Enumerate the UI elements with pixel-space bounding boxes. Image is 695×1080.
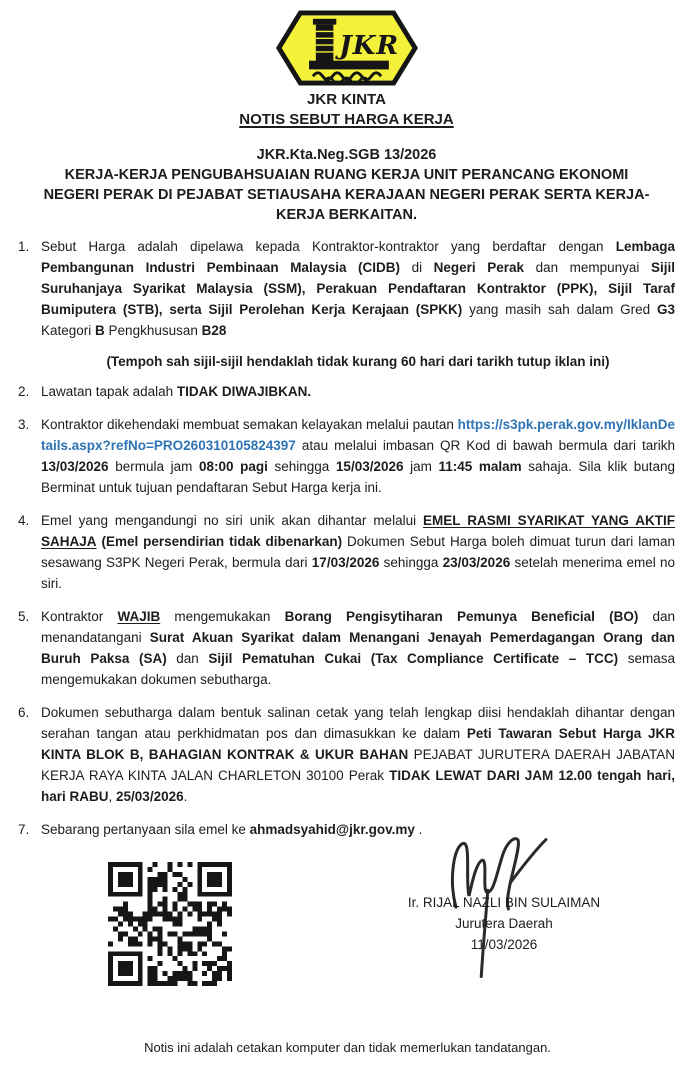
notice-item-2	[18, 381, 675, 402]
text-segment: Dokumen sebutharga dalam bentuk salinan cetak yang telah lengkap diisi hendaklah dihantar dengan serahan tangan atau perkhidmatan pos dan dimasukkan ke dalam	[41, 705, 675, 741]
item-paragraph	[41, 702, 675, 807]
text-segment: TIDAK LEWAT DARI JAM 12.00 tengah hari, hari RABU	[41, 768, 675, 804]
text-segment: Kontraktor dikehendaki membuat semakan kelayakan melalui pautan	[41, 417, 458, 432]
text-segment: 13/03/2026	[41, 459, 109, 474]
text-segment: jam	[403, 459, 439, 474]
text-segment: semasa mengemukakan dokumen sebutharga.	[41, 651, 675, 687]
text-segment: Lembaga Pembangunan Industri Pembinaan Malaysia (CIDB)	[41, 239, 675, 275]
item-paragraph	[41, 414, 675, 498]
notice-title: NOTIS SEBUT HARGA KERJA	[239, 111, 454, 128]
text-segment: ahmadsyahid@jkr.gov.my	[249, 822, 415, 837]
text-segment: dan	[166, 651, 209, 666]
item-paragraph	[41, 606, 675, 690]
text-segment: Negeri Perak	[433, 260, 525, 275]
text-segment: Kategori	[41, 323, 96, 338]
item-paragraph	[41, 510, 675, 594]
text-segment: 15/03/2026	[335, 459, 404, 474]
project-title: KERJA-KERJA PENGUBAHSUAIAN RUANG KERJA UNIT PERANCANG EKONOMI NEGERI PERAK DI PEJABAT SETIAUSAHA KERAJAAN NEGERI PERAK SERTA KERJA-KERJA BERKAITAN.	[43, 167, 650, 223]
notice-item-5	[18, 606, 675, 690]
text-segment: ,	[108, 789, 117, 804]
item-number: 3.	[18, 417, 30, 432]
footer-note: Notis ini adalah cetakan komputer dan tidak memerlukan tandatangan.	[144, 1040, 551, 1055]
text-segment: dan mempunyai	[524, 260, 651, 275]
text-segment: .	[183, 789, 188, 804]
item-number: 7.	[18, 822, 30, 837]
certificate-validity-note: (Tempoh sah sijil-sijil hendaklah tidak kurang 60 hari dari tarikh tutup iklan ini)	[106, 354, 610, 369]
text-segment: sehingga	[267, 459, 336, 474]
jkr-logo	[18, 8, 675, 88]
reference-number: JKR.Kta.Neg.SGB 13/2026	[256, 147, 437, 163]
text-segment: sahaja. Sila klik butang Berminat untuk tujuan pendaftaran Sebut Harga kerja ini.	[41, 459, 675, 495]
item-paragraph	[41, 819, 675, 840]
text-segment: dan menandatangani	[41, 609, 676, 645]
text-segment: 23/03/2026	[442, 555, 511, 570]
qualification-check-link[interactable]: https://s3pk.perak.gov.my/IklanDetails.aspx?refNo=PRO260310105824397	[41, 417, 675, 453]
item-number: 6.	[18, 705, 30, 720]
notice-item-6	[18, 702, 675, 807]
text-segment: Lawatan tapak adalah	[41, 384, 177, 399]
text-segment: Sijil Suruhanjaya Syarikat Malaysia (SSM), Perakuan Pendaftaran Kontraktor (PPK), Sijil Taraf Bumiputera (STB), serta Sijil Perolehan Kerja Kerajaan (SPKK)	[41, 260, 675, 317]
text-segment: Kontraktor	[41, 609, 118, 624]
signature-block	[379, 852, 629, 955]
text-segment: atau melalui imbasan QR Kod di bawah bermula dari tarikh	[295, 438, 675, 453]
notice-item-7	[18, 819, 675, 840]
text-segment: B28	[201, 323, 227, 338]
item-number: 1.	[18, 239, 30, 254]
text-segment: PEJABAT JURUTERA DAERAH JABATAN KERJA RAYA KINTA JALAN CHARLETON 30100 Perak	[41, 747, 675, 783]
text-segment: 25/03/2026	[116, 789, 184, 804]
jkr-logo-text: JKR	[338, 29, 399, 61]
text-segment: Borang Pengisytiharan Pemunya Beneficial (BO)	[284, 609, 639, 624]
signature-date: 11/03/2026	[470, 937, 538, 952]
text-segment: Peti Tawaran Sebut Harga JKR KINTA BLOK B, BAHAGIAN KONTRAK & UKUR BAHAN	[41, 726, 675, 762]
text-segment: .	[414, 822, 423, 837]
text-segment: Pengkhususan	[104, 323, 202, 338]
text-segment: 17/03/2026	[311, 555, 380, 570]
text-segment: TIDAK DIWAJIBKAN.	[176, 384, 312, 399]
jkr-logo-icon	[274, 8, 420, 88]
text-segment: 08:00 pagi	[198, 459, 268, 474]
text-segment: Sebarang pertanyaan sila emel ke	[41, 822, 250, 837]
text-segment: yang masih sah dalam Gred	[462, 302, 657, 317]
notice-item-1	[18, 236, 675, 369]
text-segment: B	[95, 323, 105, 338]
item-number: 4.	[18, 513, 30, 528]
text-segment: EMEL RASMI SYARIKAT YANG AKTIF SAHAJA	[41, 513, 675, 549]
text-segment: WAJIB	[117, 609, 161, 624]
text-segment: Sebut Harga adalah dipelawa kepada Kontraktor-kontraktor yang berdaftar dengan	[41, 239, 616, 254]
signatory-name: Ir. RIJAL NAZLI BIN SULAIMAN	[407, 895, 601, 910]
text-segment: G3	[656, 302, 675, 317]
item-number: 2.	[18, 384, 30, 399]
text-segment: (Emel persendirian tidak dibenarkan)	[101, 534, 343, 549]
text-segment: Emel yang mengandungi no siri unik akan dihantar melalui	[41, 513, 424, 528]
item-paragraph	[41, 381, 675, 402]
notice-item-4	[18, 510, 675, 594]
text-segment: bermula jam	[108, 459, 199, 474]
text-segment: mengemukakan	[160, 609, 285, 624]
text-segment: sehingga	[379, 555, 443, 570]
text-segment: Surat Akuan Syarikat dalam Menangani Jenayah Pemerdagangan Orang dan Buruh Paksa (SA)	[41, 630, 675, 666]
text-segment: Dokumen Sebut Harga boleh dimuat turun dari laman sesawang S3PK Negeri Perak, bermula dari	[41, 534, 675, 570]
notice-item-3	[18, 414, 675, 498]
qr-code	[104, 862, 236, 986]
signatory-title: Jurutera Daerah	[455, 916, 553, 931]
text-segment: Sijil Pematuhan Cukai (Tax Compliance Certificate – TCC)	[208, 651, 619, 666]
text-segment: di	[400, 260, 434, 275]
bottom-row	[18, 852, 675, 986]
item-paragraph	[41, 236, 675, 341]
org-name: JKR KINTA	[307, 91, 386, 108]
item-number: 5.	[18, 609, 30, 624]
text-segment: 11:45 malam	[438, 459, 522, 474]
text-segment: setelah menerima emel no siri.	[41, 555, 675, 591]
notice-items	[18, 236, 675, 840]
